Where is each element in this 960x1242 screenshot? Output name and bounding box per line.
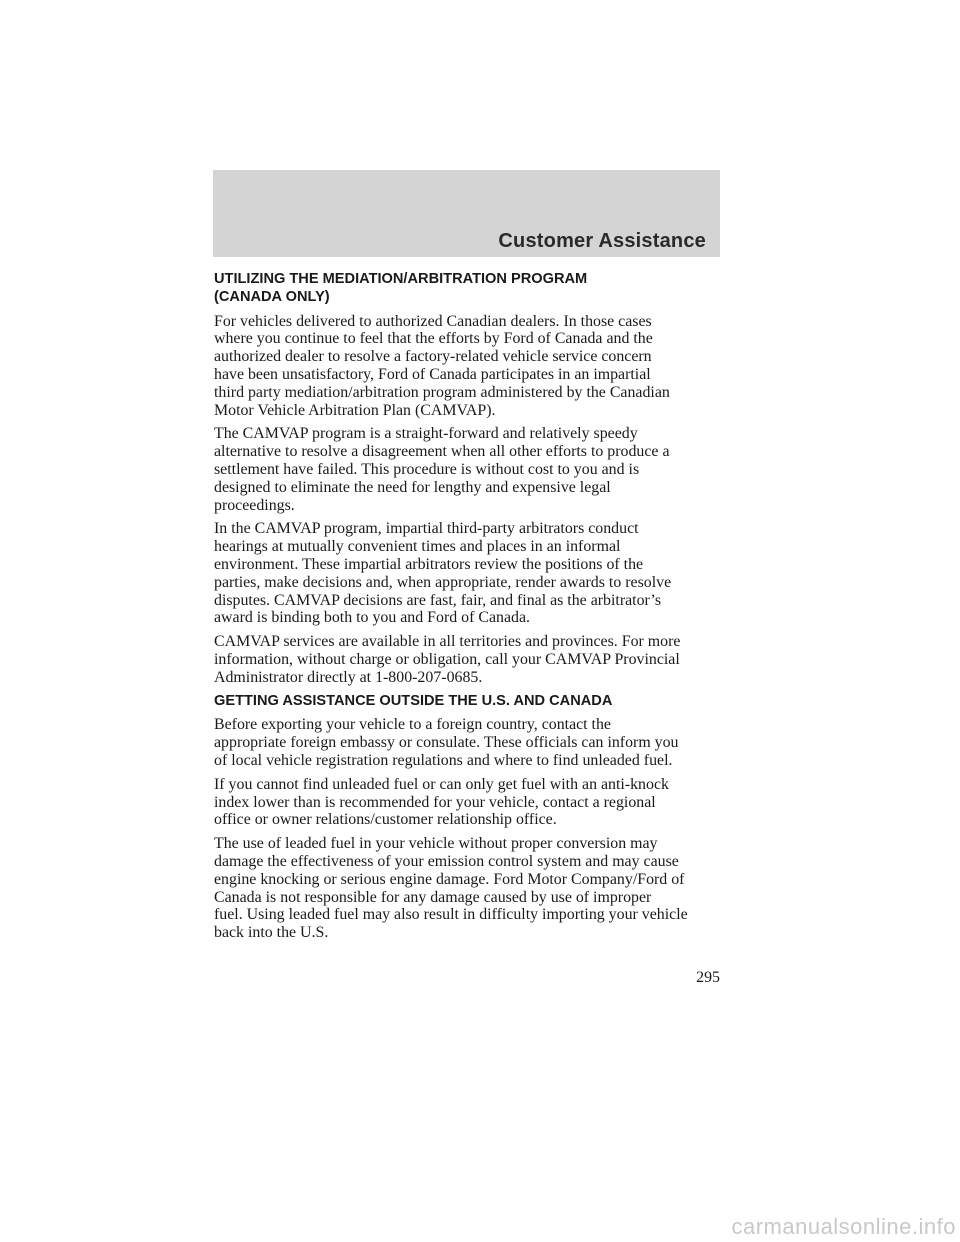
paragraph (214, 835, 724, 942)
paragraph (214, 633, 724, 686)
section-mediation (214, 271, 724, 687)
text-line: For vehicles delivered to authorized Canadian dealers. In those cases (214, 312, 652, 330)
text-line: hearings at mutually convenient times and places in an informal (214, 538, 621, 556)
text-line: In the CAMVAP program, impartial third-party arbitrators conduct (214, 520, 639, 538)
text-line: Canada is not responsible for any damage caused by use of improper (214, 888, 652, 906)
heading-line: GETTING ASSISTANCE OUTSIDE THE U.S. AND CANADA (214, 692, 613, 709)
text-line: where you continue to feel that the efforts by Ford of Canada and the (214, 330, 653, 348)
section-title: Customer Assistance (498, 230, 706, 252)
text-line: alternative to resolve a disagreement when all other efforts to produce a (214, 443, 670, 461)
text-line: office or owner relations/customer relationship office. (214, 811, 557, 829)
page-number: 295 (696, 969, 720, 986)
section-heading (214, 693, 724, 711)
text-line: authorized dealer to resolve a factory-related vehicle service concern (214, 348, 652, 366)
text-line: index lower than is recommended for your vehicle, contact a regional (214, 793, 656, 811)
text-line: If you cannot find unleaded fuel or can only get fuel with an anti-knock (214, 775, 669, 793)
text-line: CAMVAP services are available in all territories and provinces. For more (214, 633, 681, 651)
paragraph (214, 716, 724, 769)
section-outside-us-canada (214, 693, 724, 942)
paragraph (214, 425, 724, 514)
text-line: The CAMVAP program is a straight-forward and relatively speedy (214, 425, 638, 443)
text-line: The use of leaded fuel in your vehicle without proper conversion may (214, 835, 658, 853)
text-line: of local vehicle registration regulations and where to find unleaded fuel. (214, 751, 673, 769)
text-line: proceedings. (214, 496, 295, 514)
text-line: Before exporting your vehicle to a foreign country, contact the (214, 716, 611, 734)
text-line: parties, make decisions and, when appropriate, render awards to resolve (214, 573, 672, 591)
text-line: information, without charge or obligation, call your CAMVAP Provincial (214, 650, 680, 668)
text-line: have been unsatisfactory, Ford of Canada participates in an impartial (214, 365, 651, 383)
section-header-band (213, 170, 720, 257)
heading-line: (CANADA ONLY) (214, 288, 330, 305)
text-line: award is binding both to you and Ford of Canada. (214, 609, 530, 627)
text-line: Administrator directly at 1-800-207-0685. (214, 668, 483, 686)
section-heading (214, 271, 724, 307)
text-line: third party mediation/arbitration program administered by the Canadian (214, 383, 670, 401)
text-line: disputes. CAMVAP decisions are fast, fair, and final as the arbitrator’s (214, 591, 661, 609)
text-line: fuel. Using leaded fuel may also result in difficulty importing your vehicle (214, 906, 688, 924)
text-line: designed to eliminate the need for lengthy and expensive legal (214, 478, 611, 496)
paragraph (214, 776, 724, 829)
text-line: appropriate foreign embassy or consulate. These officials can inform you (214, 734, 679, 752)
heading-line: UTILIZING THE MEDIATION/ARBITRATION PROGRAM (214, 271, 588, 287)
text-line: settlement have failed. This procedure is without cost to you and is (214, 460, 640, 478)
text-line: Motor Vehicle Arbitration Plan (CAMVAP). (214, 401, 496, 419)
text-line: engine knocking or serious engine damage. Ford Motor Company/Ford of (214, 870, 685, 888)
watermark-text: carmanualsonline.info (731, 1214, 956, 1239)
paragraph (214, 520, 724, 627)
text-line: damage the effectiveness of your emission control system and may cause (214, 852, 679, 870)
text-line: environment. These impartial arbitrators review the positions of the (214, 555, 644, 573)
paragraph (214, 313, 724, 420)
page-content (214, 271, 724, 948)
text-line: back into the U.S. (214, 924, 329, 942)
